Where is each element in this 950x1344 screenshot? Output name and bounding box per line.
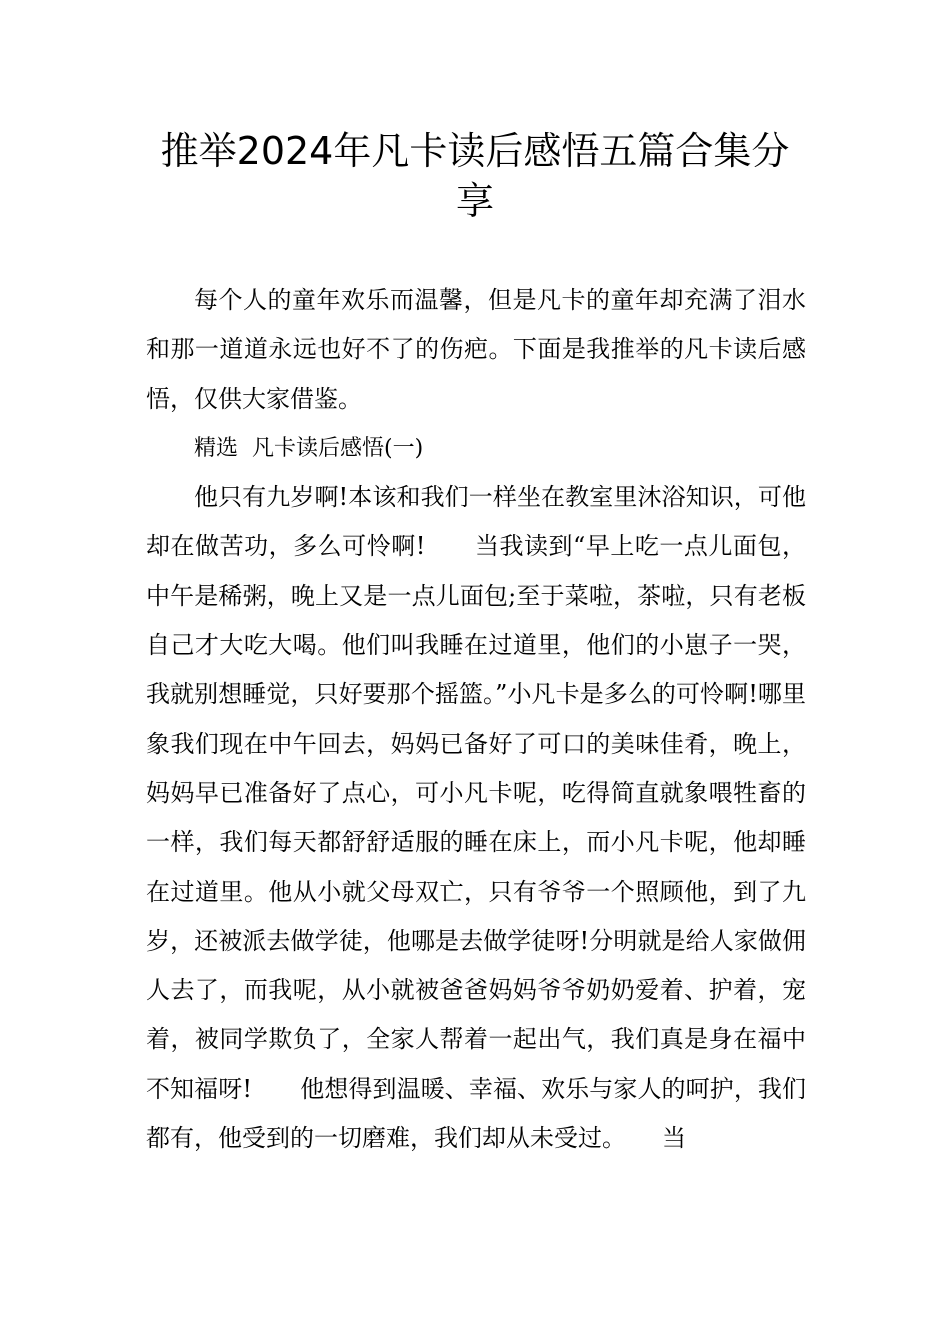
section-body-paragraph: 他只有九岁啊!本该和我们一样坐在教室里沐浴知识，可他却在做苦功，多么可怜啊! 当我读到“早上吃一点儿面包，中午是稀粥，晚上又是一点儿面包;至于菜啦，茶啦，只有老板自己才大吃大喝。他们叫我睡在过道里，他们的小崽子一哭，我就别想睡觉，只好要那个摇篮。”小凡卡是多么的可怜啊!哪里象我们现在中午回去，妈妈已备好了可口的美味佳肴，晚上，妈妈早已准备好了点心，可小凡卡呢，吃得简直就象喂牲畜的一样，我们每天都舒舒适服的睡在床上，而小凡卡呢，他却睡在过道里。他从小就父母双亡，只有爷爷一个照顾他，到了九岁，还被派去做学徒，他哪是去做学徒呀!分明就是给人家做佣人去了，而我呢，从小就被爸爸妈妈爷爷奶奶爱着、护着，宠着，被同学欺负了，全家人帮着一起出气，我们真是身在福中不知福呀! 他想得到温暖、幸福、欢乐与家人的呵护，我们都有，他受到的一切磨难，我们却从未受过。 当 [146,483,806,1153]
document-body [146,276,806,1163]
intro-paragraph: 每个人的童年欢乐而温馨，但是凡卡的童年却充满了泪水和那一道道永远也好不了的伤疤。下面是我推举的凡卡读后感悟，仅供大家借鉴。 [146,286,806,413]
document-title: 推举2024年凡卡读后感悟五篇合集分享 [160,129,790,223]
section-heading: 精选 凡卡读后感悟(一) [194,435,424,461]
